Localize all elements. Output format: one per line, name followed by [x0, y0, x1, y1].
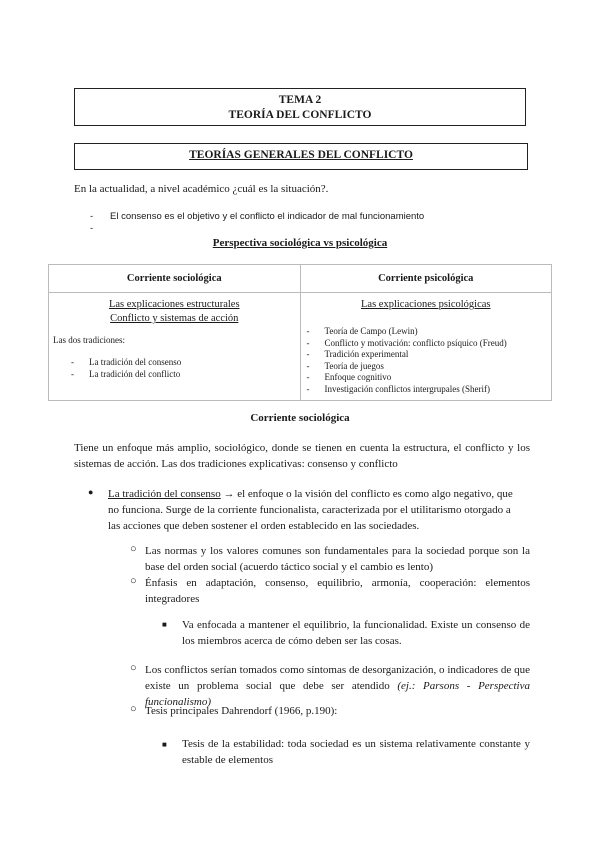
open-bullet-icon: ○ [130, 575, 137, 587]
filled-bullet-icon: ● [88, 487, 94, 497]
dash-icon: - [306, 326, 310, 336]
traditions-label: Las dos tradiciones: [53, 335, 125, 345]
sub-point-conflicts: Los conflictos serían tomados como síntomas de desorganización, o indicadores de que existe un problema social que debe ser atendido (ej.: Parsons - Perspectiva funcionalismo) [145, 664, 530, 708]
dash-icon: - [71, 369, 74, 379]
sub-point-norms: Las normas y los valores comunes son fundamentales para la sociedad porque son la base del orden social (acuerdo táctico social y el cambio es lento) [145, 545, 530, 573]
list-item: - Enfoque cognitivo [306, 372, 392, 382]
list-item: - Conflicto y motivación: conflicto psíquico (Freud) [306, 337, 507, 348]
col2-sub: Las explicaciones psicológicas [361, 299, 491, 310]
open-bullet-icon: ○ [130, 662, 137, 674]
topic-title-box [74, 88, 526, 126]
col2-header: Corriente psicológica [300, 265, 552, 293]
dash-icon: - [90, 211, 94, 222]
sub-point-emphasis: Énfasis en adaptación, consenso, equilibrio, armonía, cooperación: elementos integradores [145, 577, 530, 605]
topic-title: TEORÍA DEL CONFLICTO [228, 109, 372, 121]
section-title: TEORÍAS GENERALES DEL CONFLICTO [189, 149, 413, 161]
list-item: - Teoría de juegos [306, 360, 384, 371]
list-item: - Investigación conflictos intergrupales (Sherif) [306, 383, 491, 394]
dash-icon: - [71, 357, 74, 367]
intro-question: En la actualidad, a nivel académico ¿cuál es la situación?. [74, 183, 329, 195]
consenso-label: La tradición del consenso [108, 488, 221, 500]
topic-number: TEMA 2 [278, 94, 322, 106]
list-item [90, 223, 530, 235]
sub-sub-point-equilibrium: Va enfocada a mantener el equilibrio, la funcionalidad. Existe un consenso de los miembros acerca de cómo deben ser las cosas. [182, 619, 530, 647]
list-item: - La tradición del consenso [71, 357, 182, 367]
section-title-box [74, 143, 528, 170]
intro-list [90, 211, 530, 235]
comparison-table [48, 264, 552, 401]
square-bullet-icon: ■ [162, 620, 167, 629]
open-bullet-icon: ○ [130, 703, 137, 715]
list-item: - Tradición experimental [306, 349, 409, 359]
col1-header: Corriente sociológica [49, 265, 301, 293]
dash-icon: - [306, 372, 310, 382]
table-header-row [49, 265, 552, 293]
dash-icon: - [306, 360, 310, 371]
open-bullet-icon: ○ [130, 543, 137, 555]
psych-list [307, 326, 548, 395]
col1-cell [49, 293, 301, 401]
sub-sub-point-stability: Tesis de la estabilidad: toda sociedad es un sistema relativamente constante y estable de elementos [182, 738, 530, 766]
dash-icon: - [306, 337, 310, 348]
parsons-reference: (ej.: Parsons - Perspectiva funcionalismo) [145, 680, 530, 708]
list-item: - La tradición del conflicto [71, 369, 181, 379]
corriente-heading: Corriente sociológica [250, 412, 350, 424]
list-item: - Teoría de Campo (Lewin) [306, 326, 418, 336]
dash-icon: - [90, 223, 94, 234]
traditions-list [71, 356, 296, 380]
list-item: - El consenso es el objetivo y el conflicto el indicador de mal funcionamiento [90, 211, 425, 222]
sub-point-dahrendorf: Tesis principales Dahrendorf (1966, p.190): [145, 705, 338, 717]
arrow-icon: → [223, 488, 235, 500]
square-bullet-icon: ■ [162, 740, 167, 749]
col1-sub2: Conflicto y sistemas de acción [110, 313, 239, 324]
dash-icon: - [306, 349, 310, 359]
perspective-title: Perspectiva sociológica vs psicológica [212, 237, 388, 249]
dash-icon: - [306, 383, 310, 394]
col2-cell [300, 293, 552, 401]
consenso-block: La tradición del consenso → el enfoque o la visión del conflicto es como algo negativo, que no funciona. Surge de la corriente funcionalista, caracterizada por el utilitarismo otorgado a las acciones que deben sostener el orden establecido en las sociedades. [108, 488, 513, 532]
corriente-paragraph: Tiene un enfoque más amplio, sociológico, donde se tienen en cuenta la estructura, el conflicto y los sistemas de acción. Las dos tradiciones explicativas: consenso y conflicto [74, 442, 530, 470]
col1-sub1: Las explicaciones estructurales [108, 299, 240, 310]
table-row [49, 293, 552, 401]
